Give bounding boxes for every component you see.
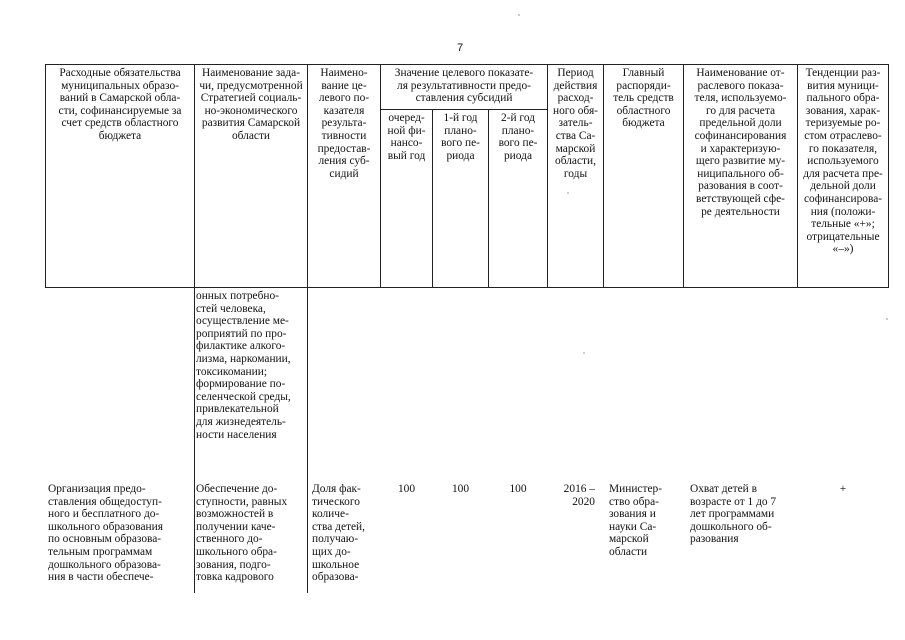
- scan-speck: [518, 14, 520, 16]
- group-header-divider: [380, 109, 547, 110]
- row-value-plan-year-1: 100: [451, 483, 470, 495]
- row-value-plan-year-2: 100: [509, 483, 527, 495]
- sub-divider-2: [488, 109, 489, 288]
- table-top-border: [45, 64, 889, 65]
- continuation-text: онных потребно- стей человека, осуществление ме- роприятий по про- филактике алкого- лизма, наркомании, токсикомании; формирование по- селенческой среды, привлекательной для жизнедеятель- ности населения: [196, 290, 291, 441]
- col-divider-6: [683, 64, 684, 288]
- table-right-border: [888, 64, 889, 288]
- header-period: Период действия расход- ного обя- затель- ства Са- марской области, годы: [553, 67, 598, 180]
- header-current-year: очеред- ной фи- нансо- вый год: [387, 112, 426, 162]
- col-divider-4: [547, 64, 548, 288]
- header-sector-indicator: Наименование от- раслевого показа- теля, используемо- го для расчета предельной доли софинансирования и характеризую- щего развитие му- ниципального об- разования в соот- ветствующей сфе- ре деятельности: [694, 67, 787, 218]
- header-expense-obligations: Расходные обязательства муниципальных образо- ваний в Самарской обла- сти, софинансируемые за счет средств областного бюджета: [58, 67, 182, 142]
- table-left-border: [45, 64, 46, 288]
- col-divider-5: [603, 64, 604, 288]
- col-divider-7: [797, 64, 798, 288]
- table-header-bottom-border: [45, 287, 889, 288]
- scan-speck: [583, 352, 585, 354]
- scan-speck: [886, 318, 888, 320]
- row-period: 2016 – 2020: [563, 483, 595, 508]
- col-divider-3: [380, 64, 381, 288]
- row-chief-manager: Министер- ство обра- зования и науки Са- марской области: [609, 483, 662, 558]
- row-target-indicator: Доля фак- тического количе- ства детей, получаю- щих до- школьное образова-: [312, 483, 365, 584]
- row-sector-indicator: Охват детей в возрасте от 1 до 7 лет программами дошкольного об- разования: [690, 483, 777, 546]
- row-strategy-task: Обеспечение до- ступности, равных возможностей в получении каче- ственного до- школьного обра- зования, подго- товка кадрового: [196, 483, 288, 584]
- header-plan-year-2: 2-й год плано- вого пе- риода: [498, 112, 538, 162]
- col-divider-1: [194, 64, 195, 593]
- row-trend: +: [839, 483, 847, 495]
- sub-divider-1: [432, 109, 433, 288]
- header-plan-year-1: 1-й год плано- вого пе- риода: [441, 112, 480, 162]
- header-indicator-value-group: Значение целевого показате- ля результативности предо- ставления субсидий: [394, 67, 534, 105]
- header-chief-manager: Главный распоряди- тель средств областного бюджета: [613, 67, 674, 130]
- scan-speck: [567, 192, 569, 194]
- page-number: 7: [456, 42, 464, 54]
- row-value-current-year: 100: [397, 483, 416, 495]
- header-strategy-task: Наименование зада- чи, предусмотренной Стратегией социаль- но-экономического развития Самарской области: [199, 67, 303, 142]
- col-divider-2: [307, 64, 308, 593]
- header-target-indicator: Наимено- вание це- левого по- казателя результа- тивности предостав- ления суб- сидий: [317, 67, 371, 180]
- header-trends: Тенденции раз- вития муници- пального обра- зования, харак- теризуемые ро- стом отраслево- го показателя, используемого для расчета пре- дельной доли софинансирова- ния (положи- тельные «+»; отрицательные «–»): [803, 67, 883, 256]
- row-expense-obligation: Организация предо- ставления общедоступ- ного и бесплатного до- школьного образования по основным образова- тельным программам дошкольного образова- ния в части обеспече-: [48, 483, 163, 584]
